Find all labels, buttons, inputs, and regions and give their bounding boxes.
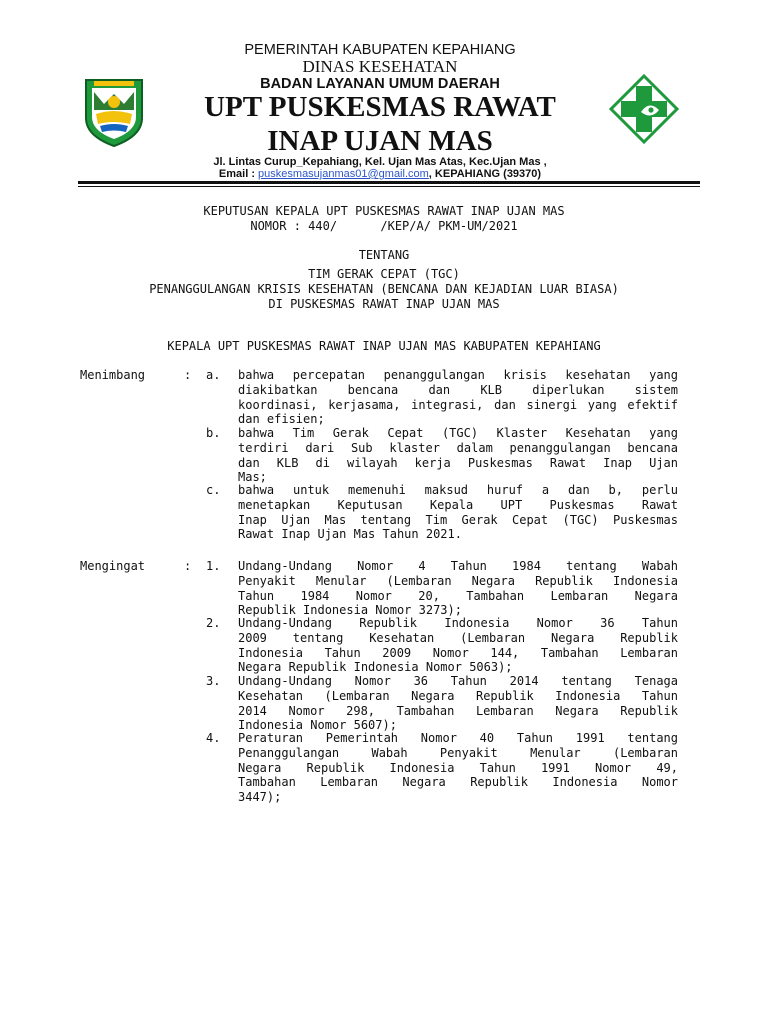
menimbang-colon: : [184,368,192,382]
text-line: koordinasi, kerjasama, integrasi, dan sinergi yang efektif [238,397,678,412]
contact-line [150,168,610,180]
menimbang-item-a [238,368,678,427]
text-line: 2014 Nomor 298, Tambahan Lembaran Negara Republik [238,703,678,718]
mengingat-item-3 [238,674,678,733]
kepahiang-regency-crest-icon [80,74,148,148]
decree-subject-2: PENANGGULANGAN KRISIS KESEHATAN (BENCANA DAN KEJADIAN LUAR BIASA) [149,282,619,296]
text-line: Mas; [238,470,267,485]
text-line: Tambahan Lembaran Negara Republik Indonesia Nomor [238,775,678,790]
mengingat-item-mark: 1. [206,559,221,573]
mengingat-colon: : [184,559,192,573]
government-name: PEMERINTAH KABUPATEN KEPAHIANG [244,42,516,58]
email-prefix: Email : [218,168,259,180]
text-line: dan efisien; [238,412,325,427]
text-line: Penanggulangan Wabah Penyakit Menular (Lembaran [238,745,678,760]
institution-name-line2: INAP UJAN MAS [267,125,493,157]
address-line: Jl. Lintas Curup_Kepahiang, Kel. Ujan Mas Atas, Kec.Ujan Mas , [213,156,547,168]
menimbang-item-b [238,426,678,485]
text-line: Penyakit Menular (Lembaran Negara Republik Indonesia [238,573,678,588]
text-line: Inap Ujan Mas tentang Tim Gerak Cepat (TGC) Puskesmas [238,512,678,527]
mengingat-item-2 [238,616,678,675]
text-line: terdiri dari Sub klaster dalam penanggulangan bencana [238,440,678,455]
mengingat-label: Mengingat [80,559,146,573]
text-line: 2009 tentang Kesehatan (Lembaran Negara Republik [238,630,678,645]
mengingat-item-mark: 4. [206,731,221,745]
office-name: DINAS KESEHATAN [302,57,458,76]
menimbang-item-mark: a. [206,368,221,382]
text-line: bahwa percepatan penanggulangan krisis kesehatan yang [238,368,678,382]
text-line: Kesehatan (Lembaran Negara Republik Indonesia Tahun [238,688,678,703]
decree-about: TENTANG [358,248,410,262]
agency-type: BADAN LAYANAN UMUM DAERAH [260,76,500,92]
menimbang-item-mark: b. [206,426,221,440]
decree-number: NOMOR : 440/ /KEP/A/ PKM-UM/2021 [250,219,518,233]
decree-title: KEPUTUSAN KEPALA UPT PUSKESMAS RAWAT INAP UJAN MAS [203,204,565,218]
text-line: Peraturan Pemerintah Nomor 40 Tahun 1991 tentang [238,731,678,745]
text-line: bahwa untuk memenuhi maksud huruf a dan b, perlu [238,483,678,497]
postal-info: , KEPAHIANG (39370) [428,168,542,180]
text-line: Rawat Inap Ujan Mas Tahun 2021. [238,527,462,542]
text-line: dan KLB di wilayah kerja Puskesmas Rawat Inap Ujan [238,455,678,470]
letterhead-rule-thick [78,181,700,184]
email-link[interactable]: puskesmasujanmas01@gmail.com [258,168,429,180]
menimbang-item-mark: c. [206,483,221,497]
text-line: Indonesia Tahun 2009 Nomor 144, Tambahan Lembaran [238,645,678,660]
mengingat-item-4 [238,731,678,805]
decree-subject-3: DI PUSKESMAS RAWAT INAP UJAN MAS [268,297,500,311]
decree-subject-1: TIM GERAK CEPAT (TGC) [308,267,460,281]
puskesmas-cross-icon [609,74,679,144]
text-line: Undang-Undang Nomor 4 Tahun 1984 tentang Wabah [238,559,678,573]
decree-issuer: KEPALA UPT PUSKESMAS RAWAT INAP UJAN MAS KABUPATEN KEPAHIANG [167,339,601,353]
text-line: Undang-Undang Nomor 36 Tahun 2014 tentang Tenaga [238,674,678,688]
text-line: menetapkan Keputusan Kepala UPT Puskesmas Rawat [238,497,678,512]
text-line: Republik Indonesia Nomor 3273); [238,603,462,618]
text-line: Indonesia Nomor 5607); [238,718,397,733]
text-line: bahwa Tim Gerak Cepat (TGC) Klaster Kesehatan yang [238,426,678,440]
letterhead-rule-thin [78,186,700,187]
text-line: diakibatkan bencana dan KLB diperlukan sistem [238,382,678,397]
text-line: Undang-Undang Republik Indonesia Nomor 36 Tahun [238,616,678,630]
mengingat-item-mark: 2. [206,616,221,630]
institution-name-line1: UPT PUSKESMAS RAWAT [204,91,556,123]
mengingat-item-mark: 3. [206,674,221,688]
menimbang-item-c [238,483,678,542]
mengingat-item-1 [238,559,678,618]
menimbang-label: Menimbang [80,368,146,382]
text-line: Negara Republik Indonesia Nomor 5063); [238,660,513,675]
text-line: Tahun 1984 Nomor 20, Tambahan Lembaran Negara [238,588,678,603]
text-line: Negara Republik Indonesia Tahun 1991 Nomor 49, [238,760,678,775]
text-line: 3447); [238,790,282,805]
